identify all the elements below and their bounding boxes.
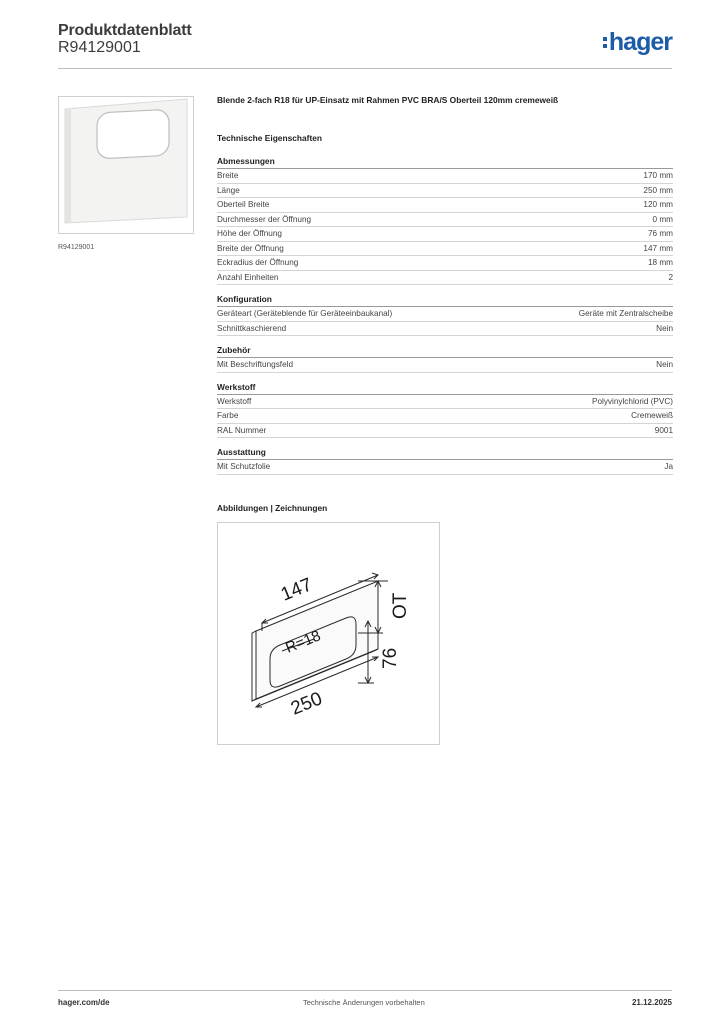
- spec-value: 120 mm: [643, 200, 673, 209]
- document-title: Produktdatenblatt: [58, 22, 192, 39]
- spec-label: Breite der Öffnung: [217, 243, 284, 253]
- spec-row: [217, 242, 673, 257]
- spec-section-heading: Konfiguration: [217, 294, 673, 307]
- spec-value: Cremeweiß: [631, 411, 673, 420]
- spec-value: 250 mm: [643, 185, 673, 195]
- spec-label: Länge: [217, 185, 240, 195]
- spec-label: RAL Nummer: [217, 425, 267, 435]
- header-divider: [58, 68, 672, 69]
- spec-section-heading: Werkstoff: [217, 382, 673, 395]
- spec-row: [217, 169, 673, 184]
- footer-website-link[interactable]: hager.com/de: [58, 998, 110, 1007]
- footer-divider: [58, 990, 672, 991]
- spec-value: Geräte mit Zentralscheibe: [578, 309, 673, 318]
- spec-row: [217, 227, 673, 242]
- product-number: R94129001: [58, 39, 141, 56]
- spec-row: [217, 460, 673, 475]
- spec-section: [217, 294, 673, 336]
- technical-properties-heading: Technische Eigenschaften: [217, 133, 323, 143]
- spec-value: 147 mm: [643, 243, 673, 253]
- spec-value: Nein: [656, 360, 673, 369]
- spec-sections: [217, 156, 673, 475]
- spec-value: Ja: [664, 462, 673, 471]
- spec-value: Nein: [656, 323, 673, 333]
- spec-value: Polyvinylchlorid (PVC): [592, 396, 673, 406]
- spec-row: [217, 271, 673, 286]
- product-image: [58, 96, 194, 234]
- spec-value: 9001: [654, 425, 673, 435]
- spec-label: Schnittkaschierend: [217, 323, 287, 333]
- spec-row: [217, 409, 673, 424]
- dim-ot-label: OT: [390, 592, 411, 619]
- spec-row: [217, 256, 673, 271]
- technical-drawing: [217, 522, 440, 745]
- product-title: Blende 2-fach R18 für UP-Einsatz mit Rahmen PVC BRA/S Oberteil 120mm cremeweiß: [217, 95, 559, 105]
- figures-heading: Abbildungen | Zeichnungen: [217, 503, 328, 513]
- spec-label: Höhe der Öffnung: [217, 229, 282, 238]
- spec-section: [217, 382, 673, 439]
- footer-notice: Technische Änderungen vorbehalten: [303, 998, 425, 1007]
- spec-value: 0 mm: [652, 214, 673, 224]
- spec-label: Geräteart (Geräteblende für Geräteeinbaukanal): [217, 309, 393, 318]
- spec-label: Werkstoff: [217, 396, 252, 406]
- spec-section-heading: Zubehör: [217, 345, 673, 358]
- spec-value: 170 mm: [643, 171, 673, 180]
- spec-label: Durchmesser der Öffnung: [217, 214, 312, 224]
- spec-row: [217, 213, 673, 228]
- product-image-caption: R94129001: [58, 244, 95, 251]
- spec-section-heading: Abmessungen: [217, 156, 673, 169]
- dim-width-label: 147: [278, 574, 316, 606]
- spec-section: [217, 447, 673, 475]
- spec-section: [217, 156, 673, 285]
- footer-date: 21.12.2025: [631, 998, 672, 1007]
- spec-row: [217, 184, 673, 199]
- spec-label: Eckradius der Öffnung: [217, 258, 299, 267]
- dim-height-label: 76: [380, 647, 401, 669]
- dim-radius-label: R=18: [283, 627, 324, 657]
- spec-row: [217, 307, 673, 322]
- logo-mark-icon: [603, 37, 607, 48]
- spec-value: 76 mm: [647, 229, 673, 238]
- logo-text: hager: [608, 28, 672, 56]
- specification-content: [217, 95, 673, 484]
- spec-value: 2: [668, 272, 673, 282]
- spec-row: [217, 198, 673, 213]
- spec-section-heading: Ausstattung: [217, 447, 673, 460]
- spec-label: Anzahl Einheiten: [217, 272, 279, 282]
- spec-value: 18 mm: [647, 258, 673, 267]
- product-image-graphic: [59, 97, 193, 233]
- spec-section: [217, 345, 673, 373]
- dim-length-label: 250: [288, 688, 326, 720]
- brand-logo[interactable]: [603, 28, 672, 57]
- spec-row: [217, 424, 673, 439]
- spec-row: [217, 322, 673, 337]
- spec-label: Oberteil Breite: [217, 200, 270, 209]
- spec-label: Breite: [217, 171, 239, 180]
- spec-label: Farbe: [217, 411, 239, 420]
- spec-label: Mit Schutzfolie: [217, 462, 271, 471]
- spec-label: Mit Beschriftungsfeld: [217, 360, 293, 369]
- technical-drawing-svg: [218, 523, 439, 744]
- spec-row: [217, 358, 673, 373]
- spec-row: [217, 395, 673, 410]
